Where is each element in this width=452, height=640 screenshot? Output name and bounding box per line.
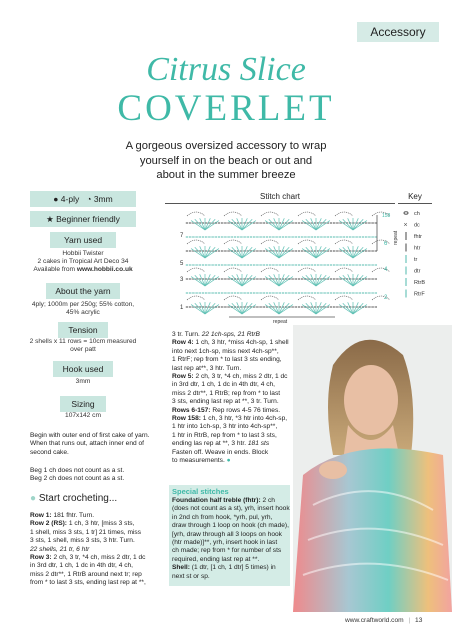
spec-pill — [30, 191, 136, 207]
key-item — [404, 222, 421, 229]
pattern-line — [172, 449, 292, 457]
row-count: 22 1ch-sps, 21 RtrB — [201, 331, 260, 338]
row-label: Row 158: — [172, 415, 203, 423]
row-text: miss 2 dtr**, 1 RtrB around next tr; rep — [30, 570, 142, 578]
hook-used-heading: Hook used — [53, 361, 113, 377]
intro-line: yourself in on the beach or out and — [139, 154, 313, 167]
key-symbol-icon — [404, 212, 408, 214]
footer-divider: | — [408, 617, 411, 624]
chart-repeat-label: repeat — [273, 319, 288, 325]
row-text: Fasten off. Weave in ends. Block — [172, 448, 269, 456]
pattern-left — [30, 512, 170, 588]
end-bullet-icon: ● — [226, 457, 231, 465]
row-text: next st or sp. — [172, 572, 210, 580]
row-text: (htr made)]**, yrh, insert hook in last — [172, 539, 278, 547]
pattern-line — [172, 339, 292, 347]
about-line: 4ply; 1000m per 250g; 55% cotton, — [31, 301, 135, 308]
available-prefix: Available from — [33, 266, 77, 274]
pattern-line — [172, 423, 292, 431]
start-heading — [30, 493, 117, 504]
chart-heading: Stitch chart — [259, 192, 300, 201]
title-line-1: Citrus Slice — [146, 51, 306, 88]
pattern-line — [172, 564, 290, 572]
note-line: Beg 1 ch does not count as a st. — [30, 467, 125, 474]
pattern-line — [172, 457, 292, 465]
row-text: into next 1ch-sp, miss next 4ch-sp**, — [172, 347, 279, 355]
row-text: 2 ch, 3 tr, *4 ch, miss 2 dtr, 1 dc — [195, 373, 288, 381]
pattern-line — [172, 365, 292, 373]
about-line: 45% acrylic — [66, 309, 100, 317]
chart-side-repeat-label: repeat — [393, 230, 399, 245]
row-label: Foundation half treble (fhtr): — [172, 497, 263, 504]
pattern-line — [172, 497, 290, 505]
yarn-line: 2 cakes in Tropical Art Deco 34 — [37, 258, 129, 266]
pattern-line — [30, 529, 170, 537]
row-text: 1 ch, 3 htr, *miss 4ch-sp, 1 shell — [195, 339, 289, 347]
row-text: 2 ch, 3 tr, *4 ch, miss 2 dtr, 1 dc — [53, 554, 146, 562]
chart-row-label-left: 3 — [180, 277, 184, 283]
row-label: Rows 6-157: — [172, 406, 213, 414]
row-text: draw through 1 loop on hook (ch made), — [172, 522, 289, 530]
key-heading: Key — [408, 192, 422, 201]
availability — [12, 266, 154, 274]
special-stitches — [172, 487, 290, 581]
yarn-line: Hobbii Twister — [62, 250, 104, 257]
pattern-line — [172, 547, 290, 555]
about-yarn-heading: About the yarn — [46, 283, 120, 299]
pattern-line — [172, 390, 292, 398]
pattern-line — [172, 398, 292, 406]
supplier-link[interactable]: www.hobbii.co.uk — [76, 266, 133, 274]
row-label: Row 1: — [30, 512, 54, 519]
row-text: from * to last 3 sts, ending last rep at **, — [30, 579, 146, 587]
pattern-line — [172, 573, 290, 581]
skill-level: Beginner friendly — [56, 214, 120, 224]
row-label: Shell: — [172, 564, 192, 572]
key-label: RtrF — [414, 291, 425, 298]
chart-row-label-right: 4 — [384, 267, 388, 273]
row-text: Rep rows 4-5 76 times. — [212, 406, 281, 414]
pattern-line — [30, 554, 170, 562]
pattern-line — [172, 440, 292, 448]
chart-row-label-left: 5 — [180, 261, 184, 267]
pattern-line — [172, 373, 292, 381]
key-label: htr — [414, 245, 421, 252]
key-item — [404, 211, 420, 217]
key-heading-bar — [398, 191, 432, 204]
row-label: Row 4: — [172, 339, 196, 347]
row-text: 1 ch, 3 htr, *3 htr into 4ch-sp, — [202, 415, 288, 423]
row-text: 1 RtrF; rep from * to last 3 sts ending, — [172, 356, 282, 364]
ply-value: 4-ply — [60, 194, 80, 204]
special-heading: Special stitches — [172, 487, 229, 496]
footer — [345, 617, 422, 624]
photo-illustration — [293, 325, 452, 612]
yarn-used-heading: Yarn used — [50, 232, 116, 248]
section-tag: Accessory — [357, 22, 439, 42]
key-label: ch — [414, 211, 420, 217]
pattern-line — [172, 356, 292, 364]
hook-value: 3mm — [93, 194, 113, 204]
intro-line: about in the summer breeze — [156, 169, 296, 181]
pattern-right — [172, 331, 292, 466]
key-item — [406, 232, 422, 240]
row-text: 1 htr into 1ch-sp, 3 htr into 4ch-sp**, — [172, 423, 278, 431]
row-text: to measurements. — [172, 457, 227, 465]
chart-row-label-left: 7 — [180, 233, 184, 239]
pattern-line — [172, 348, 292, 356]
chart-heading-bar — [165, 191, 395, 204]
chart-row-label-right: 2 — [384, 295, 388, 301]
pattern-line — [172, 556, 290, 564]
pattern-line — [172, 381, 292, 389]
sizing-value: 107x142 cm — [65, 412, 101, 419]
chart-row-label-right: 6 — [384, 241, 388, 247]
pattern-line — [30, 537, 170, 545]
row-text: 1 shell, miss 3 sts, 1 tr] 21 times, miss — [30, 528, 142, 536]
key-item — [406, 278, 425, 286]
about-yarn-text — [12, 301, 154, 317]
pattern-line — [172, 522, 290, 530]
key-label: tr — [414, 257, 418, 263]
chart-row-label-right: 158 — [382, 213, 391, 219]
row-text: 2 ch — [262, 497, 275, 504]
note-line: Begin with outer end of first cake of yarn. — [30, 432, 150, 439]
hook-icon: ◔ — [86, 194, 92, 204]
row-text: 1 ch, 3 htr, [miss 3 sts, — [68, 520, 135, 528]
footer-url[interactable]: www.craftworld.com — [345, 617, 404, 624]
row-text: 22 shells, 21 tr, 6 htr — [30, 545, 90, 553]
row-text: last rep at**, 3 htr. Turn. — [172, 364, 242, 372]
pattern-line — [172, 407, 292, 415]
key-item — [406, 244, 421, 252]
row-count: 181 sts — [247, 440, 270, 448]
pattern-line — [172, 505, 290, 513]
tension-line: 2 shells x 11 rows = 10cm measured — [29, 338, 137, 345]
pattern-line — [30, 512, 170, 520]
key-symbol-icon: × — [403, 222, 408, 229]
row-text: (does not count as a st), yrh, insert hook — [172, 505, 290, 513]
hook-used-value: 3mm — [75, 378, 91, 385]
note-line: When that runs out, attach inner end of — [30, 440, 144, 448]
pattern-line — [172, 415, 292, 423]
row-text: in 3rd dtr, 1 ch, 1 dc in 4th dtr, 4 ch, — [30, 562, 133, 570]
intro-line: A gorgeous oversized accessory to wrap — [125, 140, 327, 152]
row-label: Row 2 (RS): — [30, 520, 69, 528]
pattern-line — [172, 531, 290, 539]
pattern-line — [172, 331, 292, 339]
pattern-line — [30, 562, 170, 570]
row-label: Row 3: — [30, 554, 54, 562]
key-item — [406, 267, 421, 275]
yarn-used-text — [12, 250, 154, 275]
key-label: RtrB — [414, 280, 425, 286]
row-text: 3 sts, 1 shell, miss 3 sts, 3 htr. Turn. — [30, 537, 135, 545]
row-text: ending las rep at **, 3 htr. — [172, 440, 248, 448]
title-line-2: COVERLET — [117, 88, 335, 129]
row-text: in 2nd ch from hook, *yrh, pul, yrh, — [172, 513, 273, 521]
row-text: in 3rd dtr, 1 ch, 1 dc in 4th dtr, 4 ch, — [172, 381, 275, 389]
row-text: [yrh, draw through all 3 loops on hook — [172, 530, 282, 538]
pattern-line — [172, 514, 290, 522]
row-text: (1 dtr, [1 ch, 1 dtr] 5 times) in — [191, 564, 276, 572]
row-text: 3 tr. Turn. — [172, 331, 202, 338]
sizing-heading: Sizing — [60, 396, 106, 412]
row-text: 3 sts, ending last rep at **, 3 tr. Turn. — [172, 398, 279, 406]
row-text: ch made; rep from * for number of sts — [172, 547, 282, 555]
tension-line: over patt — [70, 346, 96, 354]
star-icon: ★ — [46, 214, 54, 224]
pattern-line — [30, 520, 170, 528]
chart-bg — [165, 205, 395, 325]
tension-text — [12, 338, 154, 354]
model-photo — [293, 325, 452, 612]
row-label: Row 5: — [172, 373, 196, 381]
start-heading-text: Start crocheting... — [38, 493, 118, 504]
pattern-line — [172, 432, 292, 440]
key-panel — [398, 205, 438, 323]
chart-row-label-left: 1 — [180, 305, 184, 311]
key-label: dc — [414, 222, 420, 229]
row-text: required, ending last rep at **. — [172, 555, 260, 563]
key-item — [406, 290, 425, 298]
pattern-line — [30, 579, 170, 587]
row-text: 1 htr in RtrB, rep from * to last 3 sts, — [172, 431, 277, 439]
note-line: Beg 2 ch does not count as a st. — [30, 475, 125, 483]
row-text: 181 fhtr. Turn. — [53, 512, 95, 519]
key-item — [406, 255, 418, 263]
skill-pill — [30, 211, 136, 227]
pattern-line — [172, 539, 290, 547]
pattern-line — [30, 546, 170, 554]
tension-heading: Tension — [58, 322, 108, 338]
stitch-chart — [165, 205, 399, 325]
key-label: fhtr — [414, 234, 422, 240]
row-text: miss 2 dtr**, 1 RtrB; rep from * to last — [172, 389, 281, 397]
pattern-line — [30, 571, 170, 579]
note-line: second cake. — [30, 448, 69, 456]
bullet-icon: ● — [30, 493, 37, 504]
key-label: dtr — [414, 268, 421, 275]
beg-notes — [30, 467, 170, 484]
intro-text — [110, 139, 342, 183]
page-number: 13 — [415, 617, 423, 624]
yarn-ball-icon: ● — [53, 194, 59, 204]
begin-notes — [30, 432, 170, 457]
